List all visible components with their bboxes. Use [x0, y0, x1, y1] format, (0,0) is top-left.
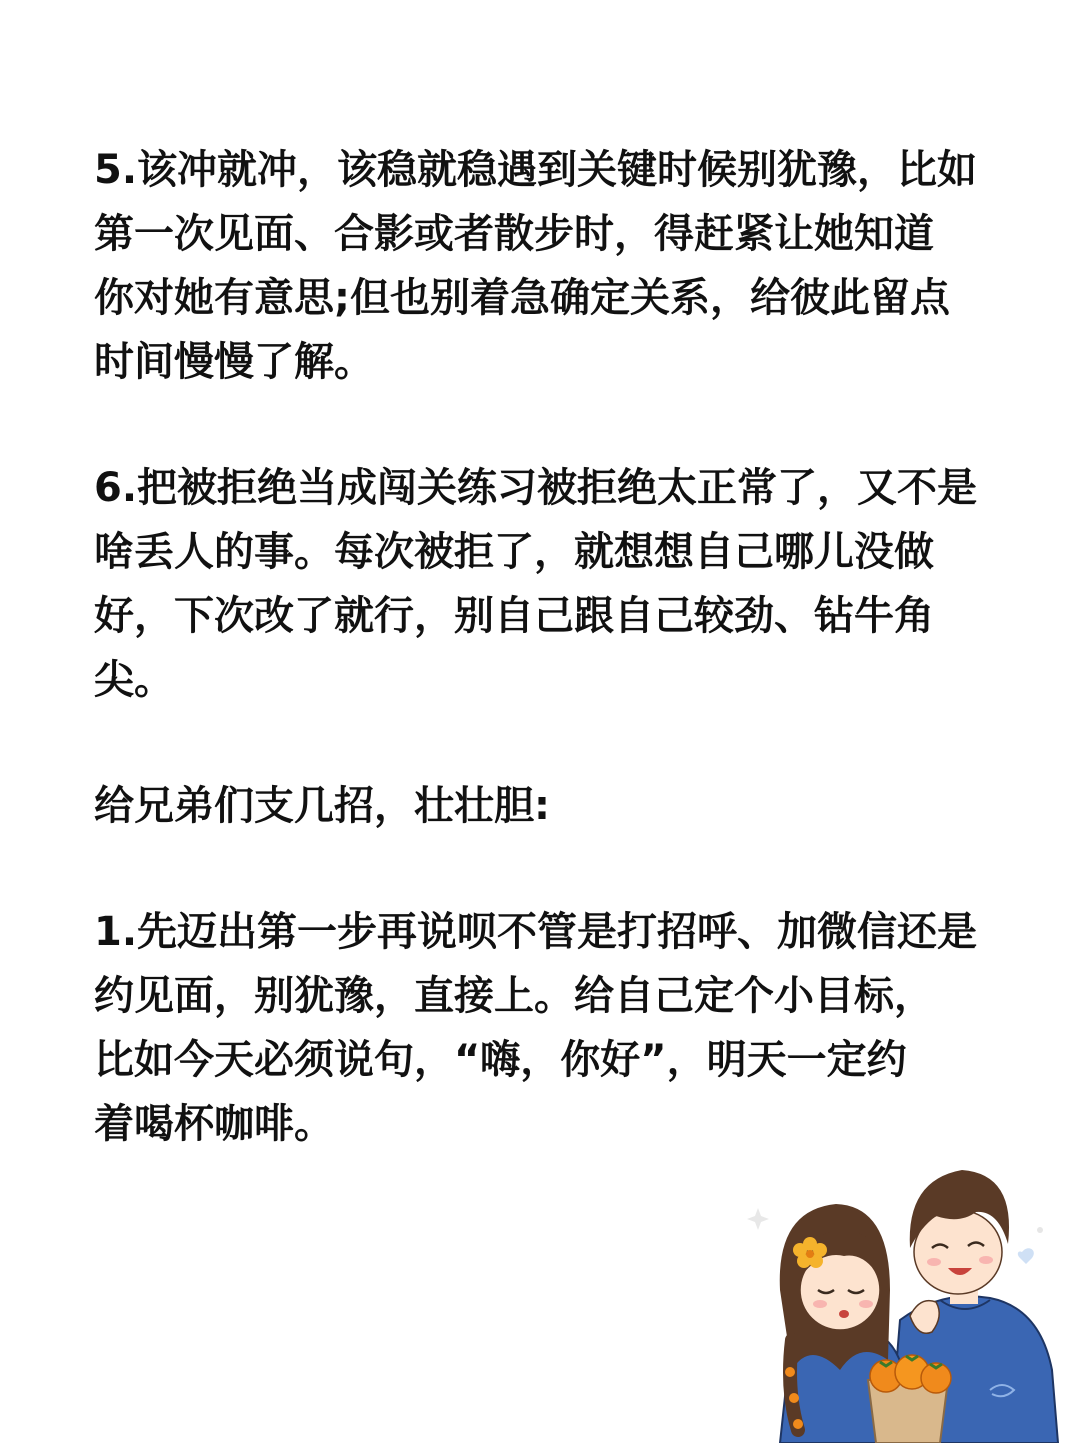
section-heading: 给兄弟们支几招，壮壮胆:: [94, 783, 550, 829]
paragraph-gap: [94, 838, 1014, 900]
tip-1-paragraph: 1.先迈出第一步再说呗不管是打招呼、加微信还是 约见面，别犹豫，直接上。给自己定个小目标， 比如今天必须说句，“嗨，你好”，明天一定约 着喝杯咖啡。: [94, 909, 978, 1147]
tip-5-paragraph: 5.该冲就冲，该稳就稳遇到关键时候别犹豫，比如 第一次见面、合影或者散步时，得赶紧让她知道 你对她有意思;但也别着急确定关系，给彼此留点 时间慢慢了解。: [94, 147, 978, 385]
paragraph-gap: [94, 394, 1014, 456]
persimmon-bag-icon: [868, 1355, 951, 1443]
tip-6-paragraph: 6.把被拒绝当成闯关练习被拒绝太正常了，又不是 啥丢人的事。每次被拒了，就想想自己哪儿没做 好，下次改了就行，别自己跟自己较劲、钻牛角 尖。: [94, 465, 978, 703]
couple-illustration: [740, 1140, 1080, 1443]
article-body: [94, 138, 1014, 1156]
paragraph-gap: [94, 712, 1014, 774]
